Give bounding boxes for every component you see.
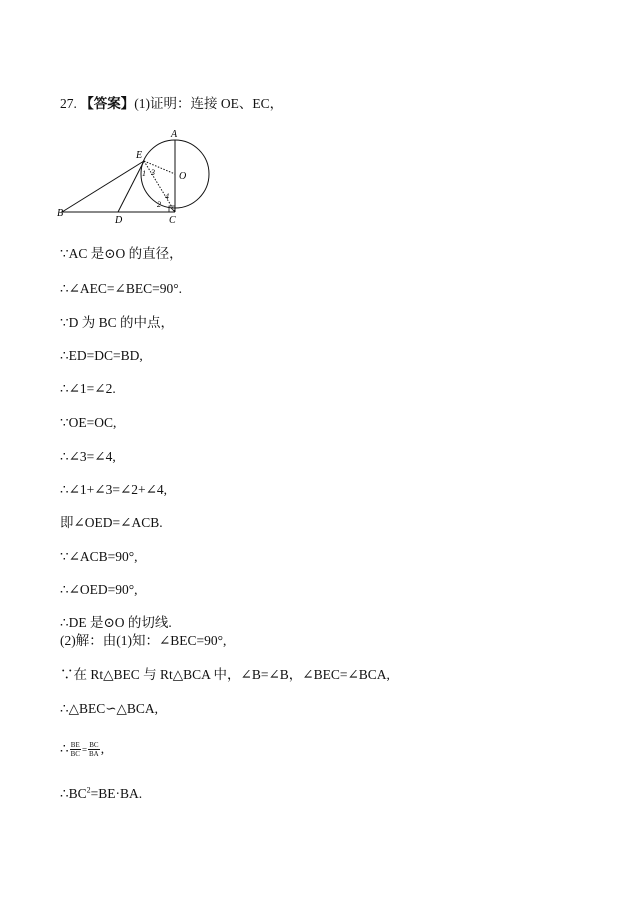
fraction-numerator: BE: [70, 741, 80, 750]
angle-label-1: 1: [142, 169, 146, 178]
proof-line: ∵∠ACB=90°,: [60, 549, 138, 564]
final-line: [60, 786, 142, 802]
question-number: 27.: [60, 96, 77, 111]
ratio-equals: =: [81, 745, 88, 755]
angle-label-3: 3: [151, 168, 155, 177]
answer-tag: 【答案】: [80, 96, 135, 111]
segment-be: [62, 161, 144, 212]
proof-line: 即∠OED=∠ACB.: [60, 515, 163, 530]
proof-line: ∴∠OED=90°,: [60, 582, 138, 597]
segment-oe: [144, 161, 175, 174]
label-o: O: [179, 171, 187, 182]
ratio-suffix: ,: [100, 741, 105, 756]
label-b: B: [57, 208, 64, 219]
fraction-be-bc: [70, 741, 81, 758]
final-rest: =BE·BA.: [90, 786, 143, 801]
ratio-prefix: ∴: [60, 741, 69, 756]
question-header: [60, 96, 283, 112]
proof-line: ∴ED=DC=BD,: [60, 348, 143, 363]
proof-line: ∵D 为 BC 的中点，: [60, 315, 174, 330]
proof-line: ∴DE 是⊙O 的切线.: [60, 615, 172, 630]
fraction-denominator: BC: [70, 750, 80, 759]
label-e: E: [136, 150, 143, 161]
fraction-numerator: BC: [89, 741, 99, 750]
ratio-line: [60, 740, 104, 759]
part2-line: (2)解：由(1)知：∠BEC=90°,: [60, 633, 227, 648]
proof-line: ∴∠AEC=∠BEC=90°.: [60, 281, 182, 296]
part1-intro: (1)证明：连接 OE、EC，: [134, 96, 284, 111]
arrow-tick: [171, 208, 175, 212]
label-c: C: [169, 215, 176, 224]
geometry-figure: [55, 128, 225, 224]
label-a: A: [171, 129, 178, 140]
proof-line: ∴∠1=∠2.: [60, 381, 116, 396]
fraction-bc-ba: [88, 741, 100, 758]
proof-line: ∴∠3=∠4,: [60, 449, 116, 464]
label-d: D: [115, 215, 123, 224]
part2-line: ∵在 Rt△BEC 与 Rt△BCA 中，∠B=∠B，∠BEC=∠BCA,: [60, 667, 390, 682]
final-exponent: 2: [86, 785, 91, 795]
fraction-denominator: BA: [89, 750, 99, 759]
final-prefix: ∴BC: [60, 786, 87, 801]
proof-line: ∴∠1+∠3=∠2+∠4,: [60, 482, 168, 497]
proof-line: ∵AC 是⊙O 的直径，: [60, 246, 183, 261]
proof-line: ∵OE=OC,: [60, 415, 117, 430]
angle-label-2: 2: [157, 200, 161, 209]
angle-label-4: 4: [165, 192, 169, 201]
part2-line: ∴△BEC∽△BCA,: [60, 701, 159, 716]
